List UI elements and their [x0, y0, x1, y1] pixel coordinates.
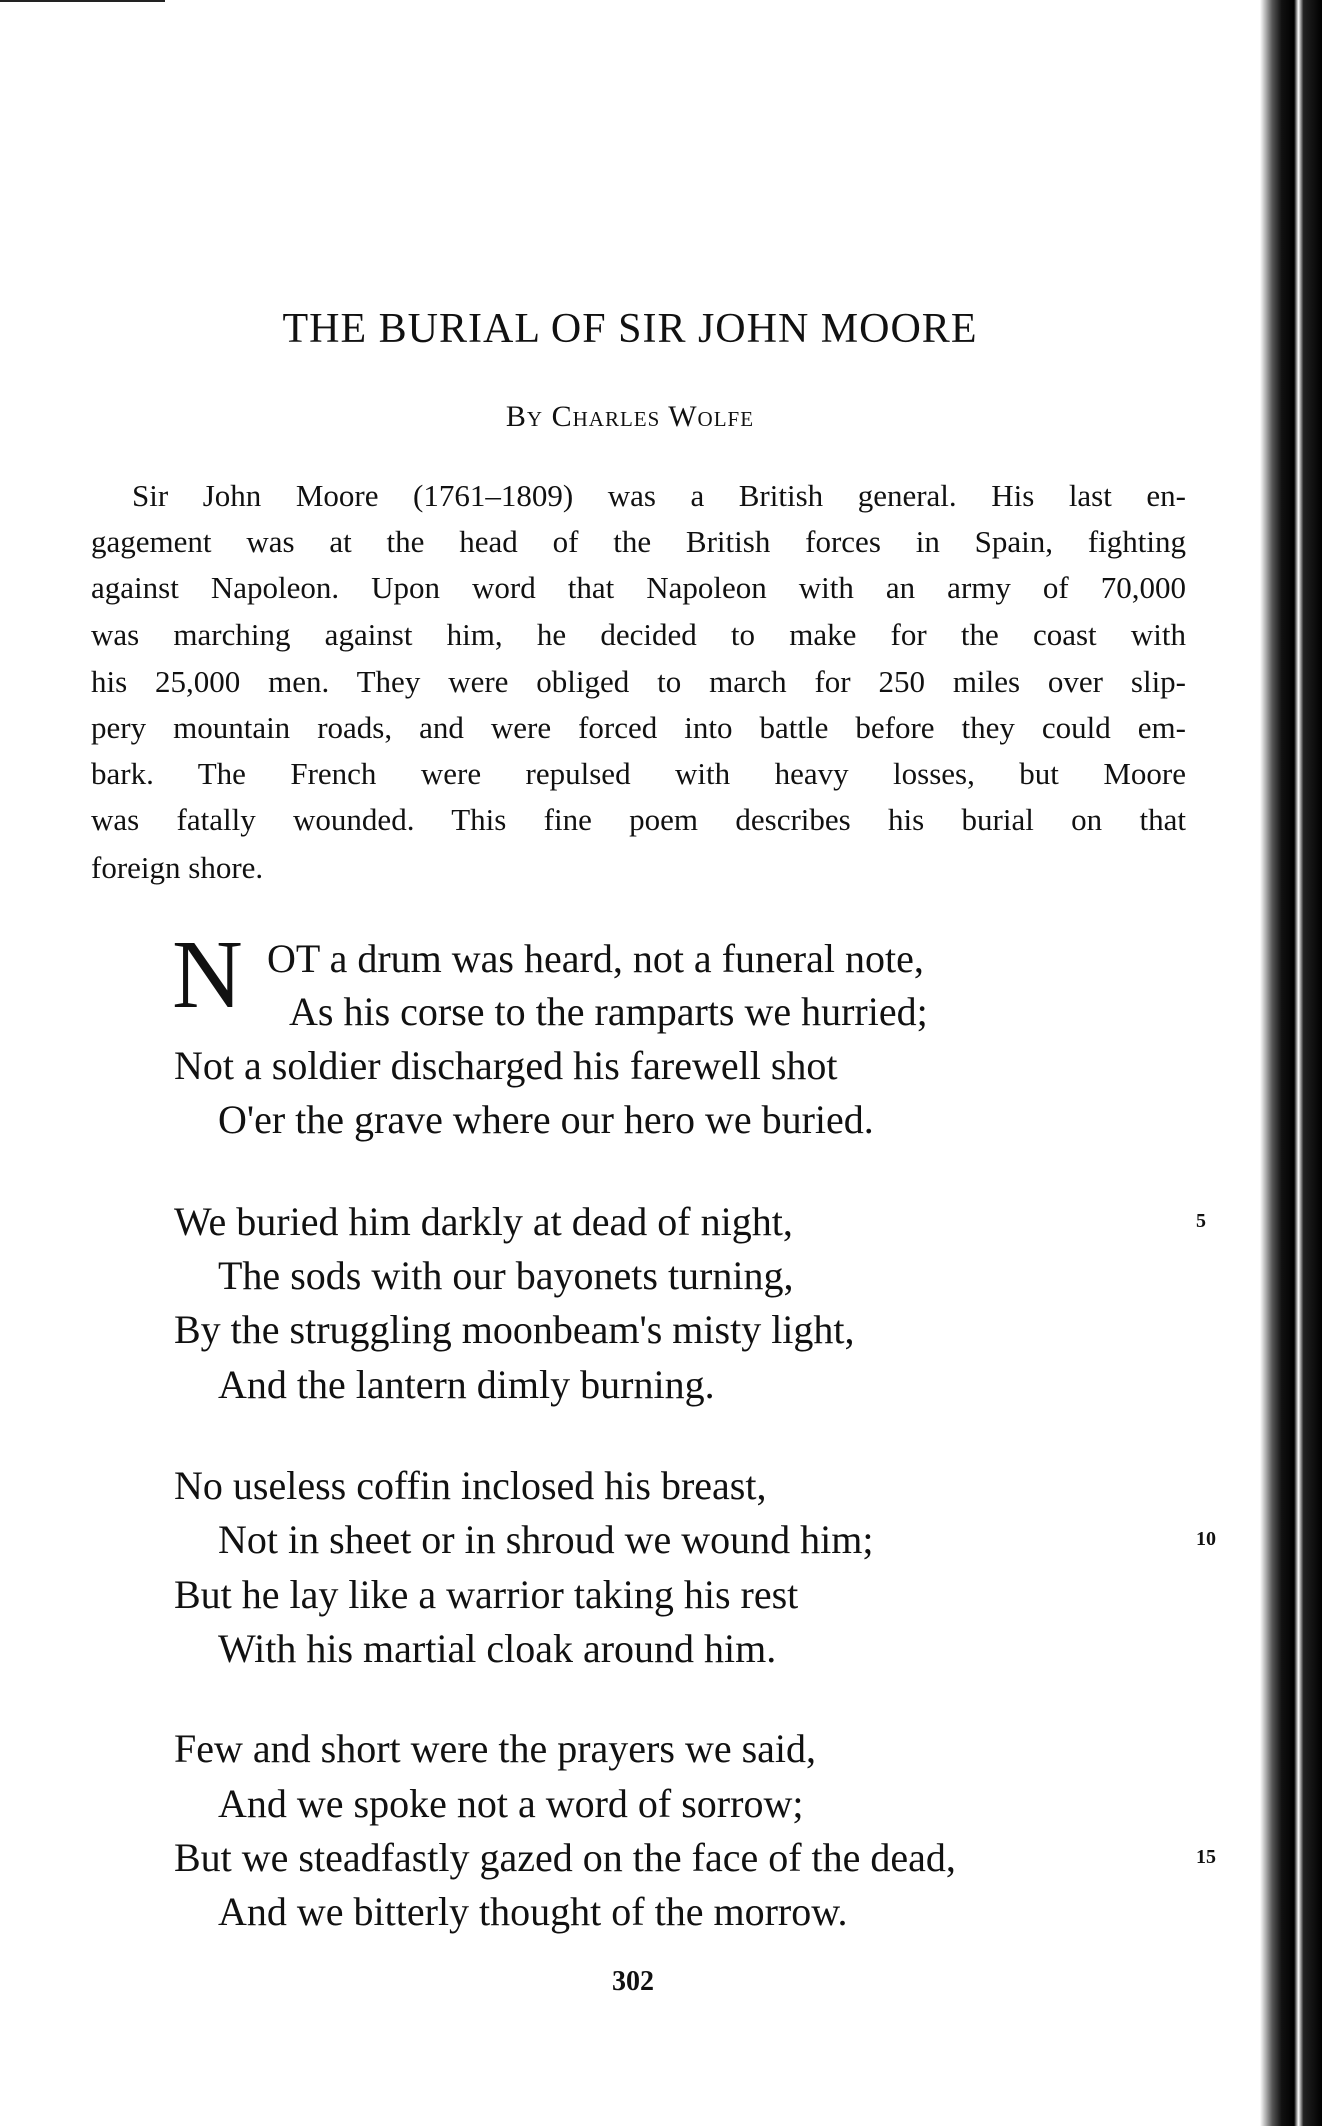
page-binding-shadow: [1260, 0, 1322, 2126]
intro-line: his 25,000 men. They were obliged to march for 250 miles over slip-: [91, 664, 1186, 699]
line-number: 15: [1196, 1846, 1216, 1868]
poem-line: OT a drum was heard, not a funeral note,: [267, 936, 924, 981]
line-number: 5: [1196, 1210, 1206, 1232]
intro-line: pery mountain roads, and were forced into battle before they could em-: [91, 710, 1186, 745]
drop-cap: N: [172, 921, 243, 1029]
intro-line: bark. The French were repulsed with heavy losses, but Moore: [91, 756, 1186, 791]
poem-line: We buried him darkly at dead of night,: [174, 1199, 793, 1244]
intro-line: was fatally wounded. This fine poem describes his burial on that: [91, 802, 1186, 837]
intro-line: Sir John Moore (1761–1809) was a British general. His last en-: [132, 478, 1186, 513]
poem-title: THE BURIAL OF SIR JOHN MOORE: [282, 306, 978, 352]
poem-line: But he lay like a warrior taking his rest: [174, 1572, 799, 1617]
intro-line: against Napoleon. Upon word that Napoleon with an army of 70,000: [91, 570, 1186, 605]
poem-line: By the struggling moonbeam's misty light,: [174, 1307, 855, 1352]
top-rule: [0, 0, 165, 2]
poem-line: And the lantern dimly burning.: [218, 1362, 715, 1407]
poem-line: And we bitterly thought of the morrow.: [218, 1889, 848, 1934]
poem-line: And we spoke not a word of sorrow;: [218, 1781, 804, 1826]
intro-line: gagement was at the head of the British forces in Spain, fighting: [91, 524, 1186, 559]
line-number: 10: [1196, 1528, 1216, 1550]
poem-line: No useless coffin inclosed his breast,: [174, 1463, 767, 1508]
poem-line: O'er the grave where our hero we buried.: [218, 1097, 874, 1142]
author-byline: By Charles Wolfe: [505, 400, 755, 433]
intro-line: foreign shore.: [91, 850, 264, 885]
poem-line: Not a soldier discharged his farewell shot: [174, 1043, 838, 1088]
poem-line: With his martial cloak around him.: [218, 1626, 777, 1671]
poem-line: Not in sheet or in shroud we wound him;: [218, 1517, 874, 1562]
poem-line: The sods with our bayonets turning,: [218, 1253, 794, 1298]
page-number: 302: [612, 1966, 654, 1997]
poem-line: As his corse to the ramparts we hurried;: [289, 989, 928, 1034]
intro-line: was marching against him, he decided to make for the coast with: [91, 617, 1186, 652]
poem-line: But we steadfastly gazed on the face of the dead,: [174, 1835, 956, 1880]
poem-line: Few and short were the prayers we said,: [174, 1726, 817, 1771]
